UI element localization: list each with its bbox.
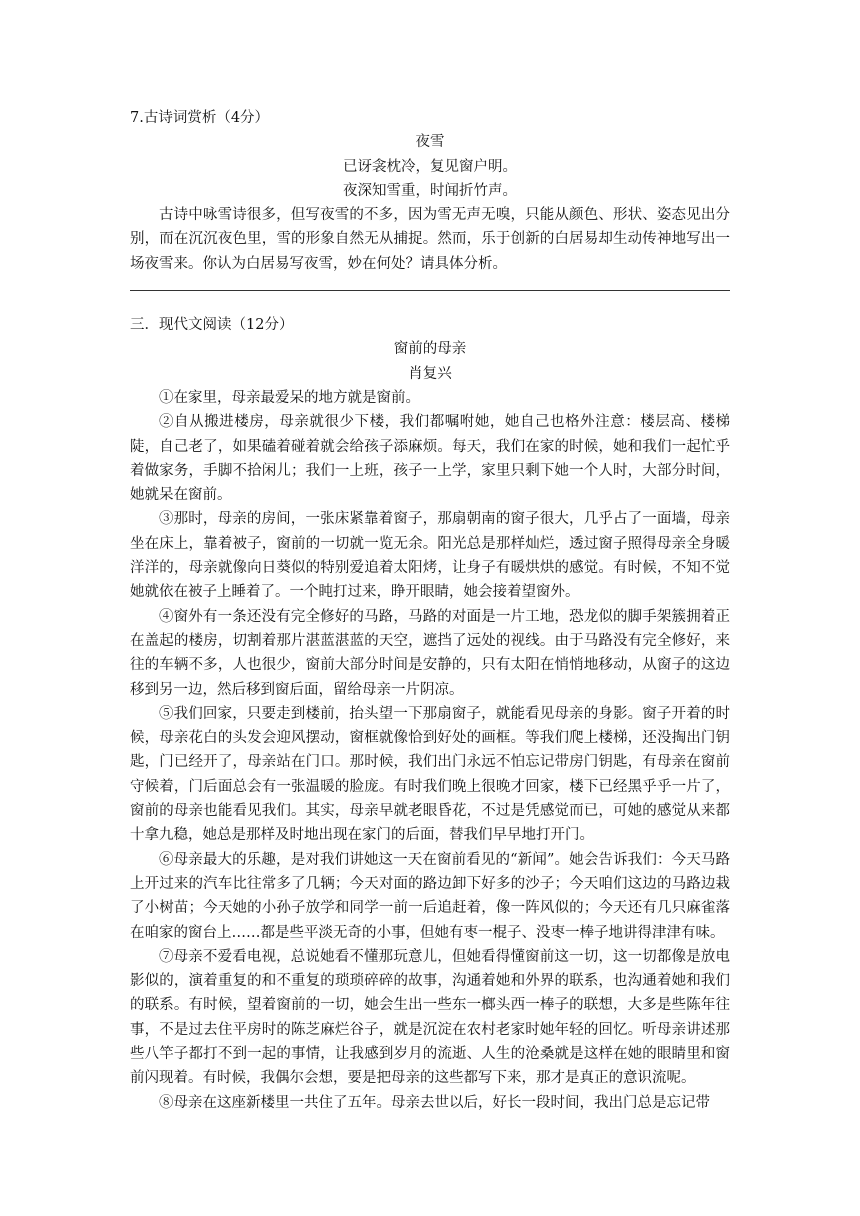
answer-line-divider	[130, 290, 730, 291]
article-paragraph-3: ③那时，母亲的房间，一张床紧靠着窗子，那扇朝南的窗子很大，几乎占了一面墙，母亲坐在床上，靠着被子，窗前的一切就一览无余。阳光总是那样灿烂，透过窗子照得母亲全身暖洋洋的，母亲就像向日葵似的特别爱追着太阳烤，让身子有暖烘烘的感觉。有时候，不知不觉她就依在被子上睡着了。一个盹打过来，睁开眼睛，她会接着望窗外。	[130, 511, 730, 601]
question-7-heading: 7.古诗词赏析（4分）	[130, 110, 270, 126]
article-paragraph-4: ④窗外有一条还没有完全修好的马路，马路的对面是一片工地，恐龙似的脚手架簇拥着正在盖起的楼房，切割着那片湛蓝湛蓝的天空，遮挡了远处的视线。由于马路没有完全修好，来往的车辆不多，人也很少，窗前大部分时间是安静的，只有太阳在悄悄地移动，从窗子的这边移到另一边，然后移到窗后面，留给母亲一片阴凉。	[130, 608, 730, 698]
article-title: 窗前的母亲	[393, 341, 467, 358]
article-paragraph-5: ⑤我们回家，只要走到楼前，抬头望一下那扇窗子，就能看见母亲的身影。窗子开着的时候，母亲花白的头发会迎风摆动，窗框就像恰到好处的画框。等我们爬上楼梯，还没掏出门钥匙，门已经开了，母亲站在门口。那时候，我们出门永远不怕忘记带房门钥匙，有母亲在窗前守候着，门后面总会有一张温暖的脸庞。有时我们晚上很晚才回家，楼下已经黑乎乎一片了，窗前的母亲也能看见我们。其实，母亲早就老眼昏花，不过是凭感觉而已，可她的感觉从来都十拿九稳，她总是那样及时地出现在家门的后面，替我们早早地打开门。	[130, 705, 730, 844]
poem-line-1: 已讶衾枕冷，复见窗户明。	[343, 158, 517, 175]
poem-line-2: 夜深知雪重，时闻折竹声。	[343, 182, 517, 199]
article-paragraph-2: ②自从搬进楼房，母亲就很少下楼，我们都嘱咐她，她自己也格外注意：楼层高、楼梯陡，自己老了，如果磕着碰着就会给孩子添麻烦。每天，我们在家的时候，她和我们一起忙乎着做家务，手脚不拾闲儿；我们一上班，孩子一上学，家里只剩下她一个人时，大部分时间，她就呆在窗前。	[130, 414, 730, 504]
document-page	[130, 106, 730, 1115]
poem-title: 夜雪	[415, 134, 445, 151]
article-paragraph-8: ⑧母亲在这座新楼里一共住了五年。母亲去世以后，好长一段时间，我出门总是忘记带	[159, 1094, 710, 1111]
article-author: 肖复兴	[408, 365, 452, 382]
article-paragraph-7: ⑦母亲不爱看电视，总说她看不懂那玩意儿，但她看得懂窗前这一切，这一切都像是放电影似的，演着重复的和不重复的琐琐碎碎的故事，沟通着她和外界的联系，也沟通着她和我们的联系。有时候，望着窗前的一切，她会生出一些东一榔头西一棒子的联想，大多是些陈年往事，不是过去住平房时的陈芝麻烂谷子，就是沉淀在农村老家时她年轻的回忆。听母亲讲述那些八竿子都打不到一起的事情，让我感到岁月的流逝、人生的沧桑就是这样在她的眼睛里和窗前闪现着。有时候，我偶尔会想，要是把母亲的这些都写下来，那才是真正的意识流呢。	[130, 948, 730, 1087]
article-paragraph-6: ⑥母亲最大的乐趣，是对我们讲她这一天在窗前看见的“新闻”。她会告诉我们：今天马路上开过来的汽车比往常多了几辆；今天对面的路边卸下好多的沙子；今天咱们这边的马路边栽了小树苗；今天她的小孙子放学和同学一前一后追赶着，像一阵风似的；今天还有几只麻雀落在咱家的窗台上……都是些平淡无奇的小事，但她有枣一棍子、没枣一棒子地讲得津津有味。	[130, 851, 730, 941]
section-3-heading: 三．现代文阅读（12分）	[130, 317, 294, 334]
article-paragraph-1: ①在家里，母亲最爱呆的地方就是窗前。	[159, 389, 420, 406]
question-7-prompt: 古诗中咏雪诗很多，但写夜雪的不多，因为雪无声无嗅，只能从颜色、形状、姿态见出分别，而在沉沉夜色里，雪的形象自然无从捕捉。然而，乐于创新的白居易却生动传神地写出一场夜雪来。你认为白居易写夜雪，妙在何处？请具体分析。	[130, 207, 730, 272]
